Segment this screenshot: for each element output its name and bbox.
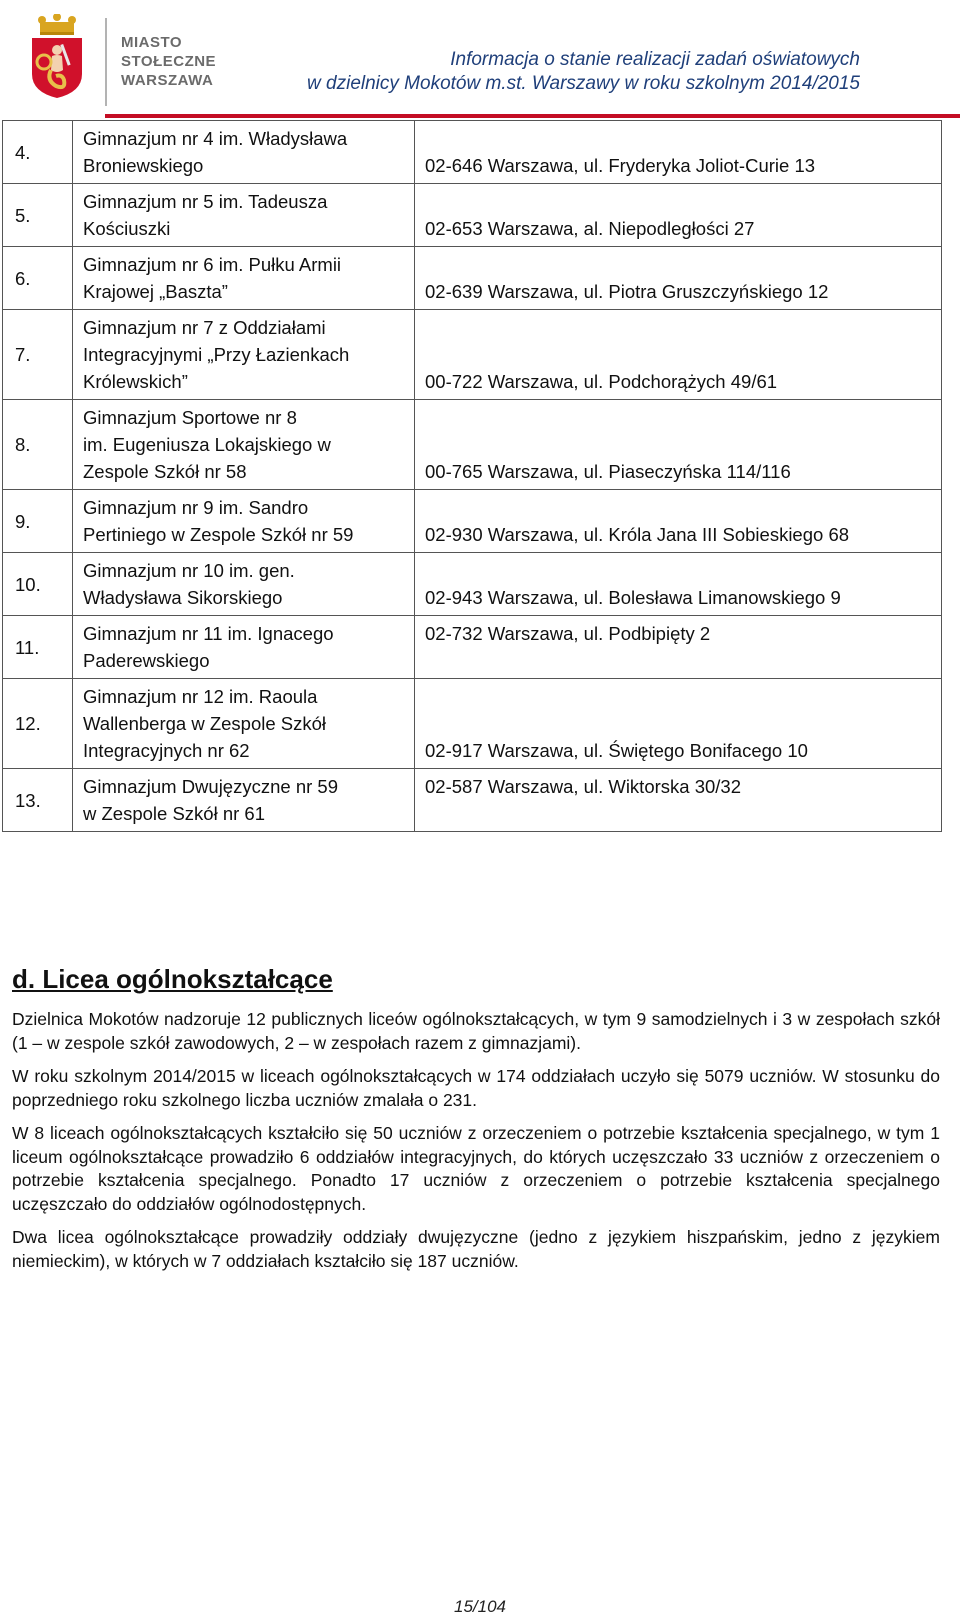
document-title-line-1: Informacja o stanie realizacji zadań oświatowych	[450, 49, 860, 70]
school-name-line: Gimnazjum nr 7 z Oddziałami	[83, 317, 326, 338]
document-title-line-2: w dzielnicy Mokotów m.st. Warszawy w roku szkolnym 2014/2015	[307, 73, 860, 94]
page-header	[0, 0, 960, 118]
document-title	[307, 48, 860, 96]
school-name-line: Gimnazjum nr 11 im. Ignacego	[83, 623, 334, 644]
paragraph-2: W roku szkolnym 2014/2015 w liceach ogólnokształcących w 174 oddziałach uczyło się 5079 uczniów. W stosunku do poprzedniego roku szkolnego liczba uczniów zmalała o 231.	[12, 1066, 940, 1110]
school-name	[73, 490, 415, 553]
logo-line-2: STOŁECZNE	[121, 53, 217, 70]
table-row	[3, 769, 942, 832]
table-row	[3, 121, 942, 184]
school-name-line: Kościuszki	[83, 218, 171, 239]
school-name	[73, 400, 415, 490]
school-name-line: Paderewskiego	[83, 650, 210, 671]
school-name	[73, 553, 415, 616]
school-name-line: Gimnazjum Sportowe nr 8	[83, 407, 297, 428]
school-address: 00-765 Warszawa, ul. Piaseczyńska 114/116	[415, 400, 942, 490]
logo-line-3: WARSZAWA	[121, 72, 214, 89]
school-name-line: Integracyjnymi „Przy Łazienkach	[83, 344, 350, 365]
paragraph-4: Dwa licea ogólnokształcące prowadziły oddziały dwujęzyczne (jedno z językiem hiszpańskim, jedno z językiem niemieckim), w których w 7 oddziałach kształciło się 187 uczniów.	[12, 1227, 940, 1271]
table-row	[3, 616, 942, 679]
school-name-line: Gimnazjum nr 6 im. Pułku Armii	[83, 254, 342, 275]
school-address: 02-732 Warszawa, ul. Podbipięty 2	[415, 616, 942, 679]
logo-line-1: MIASTO	[121, 34, 183, 51]
header-divider	[105, 18, 107, 106]
table-row	[3, 490, 942, 553]
school-name-line: Krajowej „Baszta”	[83, 281, 228, 302]
page-number: 15/104	[454, 1597, 506, 1616]
paragraph-3: W 8 liceach ogólnokształcących kształciło się 50 uczniów z orzeczeniem o potrzebie kształcenia specjalnego, w tym 1 liceum ogólnokształcące prowadziło 6 oddziałów integracyjnych, do których uczęszczało 33 uczniów z orzeczeniem o potrzebie kształcenia specjalnego. Ponadto 17 uczniów z orzeczeniem o potrzebie kształcenia specjalnego uczęszczało do oddziałów ogólnodostępnych.	[12, 1123, 940, 1214]
section-content	[12, 1008, 940, 1283]
table-row	[3, 400, 942, 490]
school-name-line: Integracyjnych nr 62	[83, 740, 250, 761]
school-name	[73, 310, 415, 400]
city-logotype	[121, 33, 216, 90]
school-name-line: Gimnazjum nr 4 im. Władysława	[83, 128, 348, 149]
row-number: 4.	[3, 121, 73, 184]
row-number: 13.	[3, 769, 73, 832]
school-name-line: Władysława Sikorskiego	[83, 587, 283, 608]
school-name-line: Gimnazjum Dwujęzyczne nr 59	[83, 776, 338, 797]
school-address: 00-722 Warszawa, ul. Podchorążych 49/61	[415, 310, 942, 400]
table-row	[3, 310, 942, 400]
table-row	[3, 184, 942, 247]
school-name	[73, 769, 415, 832]
table-row	[3, 553, 942, 616]
row-number: 7.	[3, 310, 73, 400]
schools-table-body	[3, 121, 942, 832]
row-number: 10.	[3, 553, 73, 616]
table-row	[3, 247, 942, 310]
header-red-rule	[105, 114, 960, 118]
school-name	[73, 679, 415, 769]
schools-table	[2, 120, 942, 832]
school-address: 02-917 Warszawa, ul. Świętego Bonifacego 10	[415, 679, 942, 769]
school-name-line: Zespole Szkół nr 58	[83, 461, 247, 482]
school-name-line: Wallenberga w Zespole Szkół	[83, 713, 327, 734]
row-number: 11.	[3, 616, 73, 679]
section-title: d. Licea ogólnokształcące	[12, 964, 333, 994]
school-name-line: Broniewskiego	[83, 155, 204, 176]
school-address: 02-653 Warszawa, al. Niepodległości 27	[415, 184, 942, 247]
table-row	[3, 679, 942, 769]
warsaw-crest-logo	[26, 14, 88, 100]
row-number: 8.	[3, 400, 73, 490]
school-name-line: Gimnazjum nr 10 im. gen.	[83, 560, 295, 581]
school-name	[73, 184, 415, 247]
school-name-line: im. Eugeniusza Lokajskiego w	[83, 434, 331, 455]
row-number: 6.	[3, 247, 73, 310]
row-number: 12.	[3, 679, 73, 769]
school-name-line: Gimnazjum nr 12 im. Raoula	[83, 686, 318, 707]
row-number: 9.	[3, 490, 73, 553]
school-name	[73, 247, 415, 310]
school-name	[73, 616, 415, 679]
school-name-line: Pertiniego w Zespole Szkół nr 59	[83, 524, 354, 545]
school-name-line: Gimnazjum nr 5 im. Tadeusza	[83, 191, 328, 212]
school-address: 02-930 Warszawa, ul. Króla Jana III Sobieskiego 68	[415, 490, 942, 553]
school-name-line: w Zespole Szkół nr 61	[83, 803, 266, 824]
paragraph-1: Dzielnica Mokotów nadzoruje 12 publicznych liceów ogólnokształcących, w tym 9 samodzielnych i 3 w zespołach szkół (1 – w zespole szkół zawodowych, 2 – w zespołach razem z gimnazjami).	[12, 1009, 940, 1053]
school-name-line: Gimnazjum nr 9 im. Sandro	[83, 497, 309, 518]
school-address: 02-646 Warszawa, ul. Fryderyka Joliot-Curie 13	[415, 121, 942, 184]
school-address: 02-943 Warszawa, ul. Bolesława Limanowskiego 9	[415, 553, 942, 616]
school-address: 02-639 Warszawa, ul. Piotra Gruszczyńskiego 12	[415, 247, 942, 310]
row-number: 5.	[3, 184, 73, 247]
school-name	[73, 121, 415, 184]
school-name-line: Królewskich”	[83, 371, 188, 392]
school-address: 02-587 Warszawa, ul. Wiktorska 30/32	[415, 769, 942, 832]
